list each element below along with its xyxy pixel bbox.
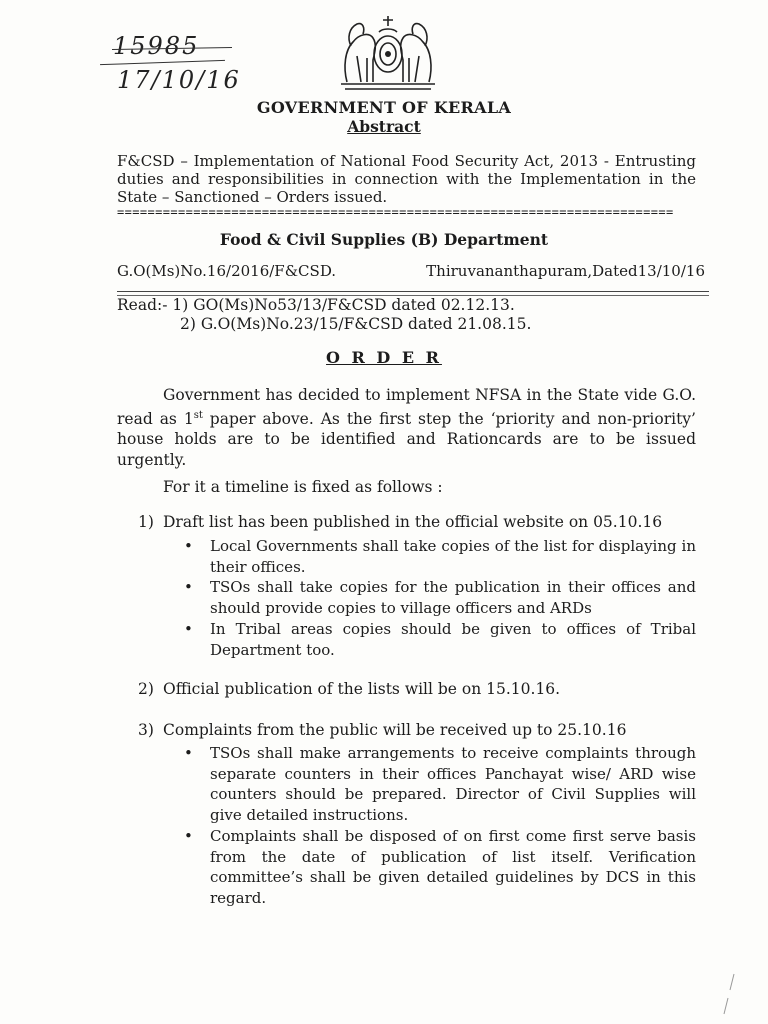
handwritten-date: 17/10/16 — [117, 66, 241, 94]
item-number: 2) — [138, 680, 154, 698]
bullet-text: Complaints shall be disposed of on first come first serve basis from the date of publication of list itself. Verification committee’s shall be given detailed guidelines by DCS in this regard. — [210, 827, 696, 907]
order-paragraph: Government has decided to implement NFSA in the State vide G.O. read as 1st paper above. As the first step the ‘priority and non-priority’ house holds are to be identified and Rationcards are to be issued urgently. — [117, 386, 696, 469]
read-item: 2) G.O(Ms)No.23/15/F&CSD dated 21.08.15. — [180, 315, 532, 333]
subject-text: F&CSD – Implementation of National Food Security Act, 2013 - Entrusting duties and responsibilities in connection with the Implementation in the State – Sanctioned – Orders issued. — [117, 152, 696, 206]
go-reference-row — [117, 262, 705, 280]
item-text: Complaints from the public will be received up to 25.10.16 — [163, 721, 627, 739]
scan-mark — [690, 970, 750, 1020]
read-item: 1) GO(Ms)No53/13/F&CSD dated 02.12.13. — [172, 296, 515, 314]
item-number: 3) — [138, 721, 154, 739]
go-number: G.O(Ms)No.16/2016/F&CSD. — [117, 262, 337, 280]
item-number: 1) — [138, 513, 154, 531]
item-text: Official publication of the lists will be on 15.10.16. — [163, 680, 561, 698]
read-references — [117, 296, 515, 315]
bullet-text: TSOs shall take copies for the publication in their offices and should provide copies to village officers and ARDs — [210, 578, 696, 617]
bullet-text: TSOs shall make arrangements to receive complaints through separate counters in their offices Panchayat wise/ ARD wise counters should be prepared. Director of Civil Supplies will give detailed instructions. — [210, 744, 696, 824]
order-heading: O R D E R — [326, 348, 442, 367]
handwritten-file-number: 15985 — [113, 32, 200, 60]
bullet-icon: • — [184, 744, 193, 762]
divider — [117, 291, 709, 292]
bullet-icon: • — [184, 620, 193, 638]
read-label: Read:- — [117, 296, 168, 314]
bullet-icon: • — [184, 578, 193, 596]
bullet-icon: • — [184, 537, 193, 555]
department-name: Food & Civil Supplies (B) Department — [219, 230, 549, 249]
place-date: Thiruvananthapuram,Dated13/10/16 — [426, 262, 705, 280]
handwritten-underline — [100, 60, 225, 65]
separator-line: ========================================================================= — [117, 206, 674, 218]
government-title: GOVERNMENT OF KERALA — [256, 98, 512, 117]
bullet-text: In Tribal areas copies should be given to offices of Tribal Department too. — [210, 620, 696, 659]
timeline-intro: For it a timeline is fixed as follows : — [163, 478, 443, 496]
bullet-text: Local Governments shall take copies of the list for displaying in their offices. — [210, 537, 696, 576]
bullet-icon: • — [184, 827, 193, 845]
item-text: Draft list has been published in the official website on 05.10.16 — [163, 513, 663, 531]
abstract-heading: Abstract — [347, 117, 421, 136]
kerala-emblem-icon — [339, 12, 437, 94]
